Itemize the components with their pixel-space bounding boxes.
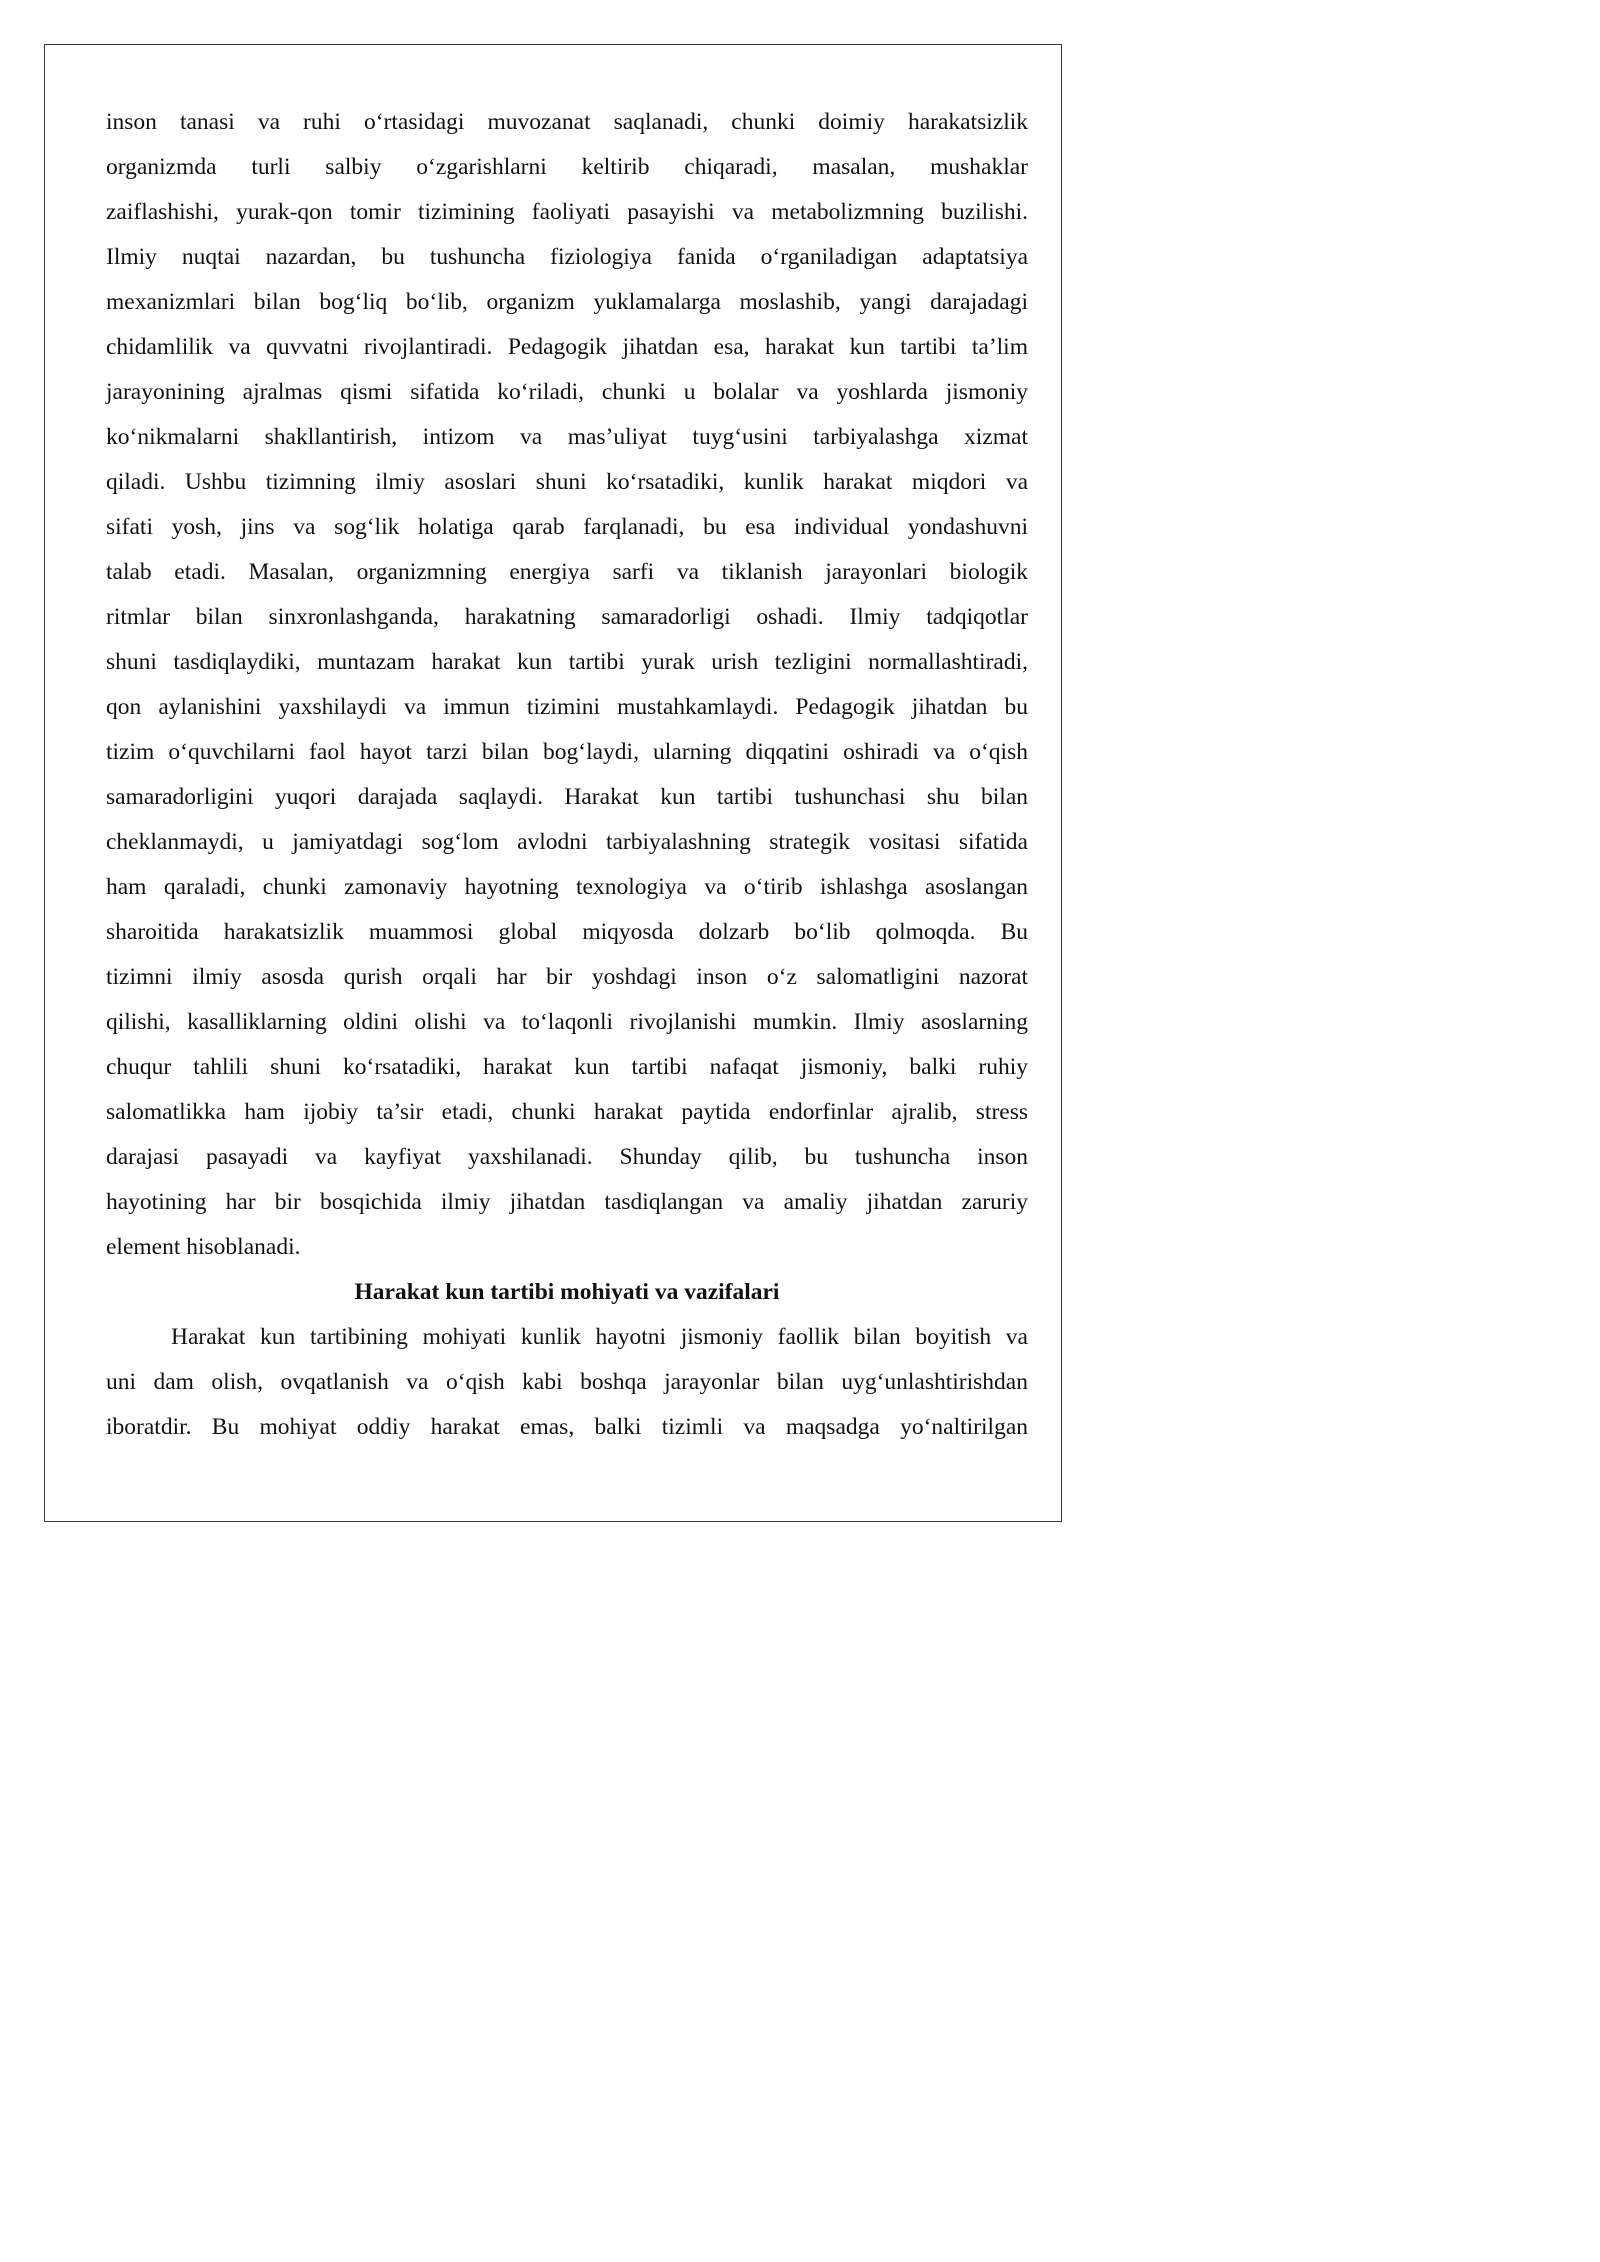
section-heading: Harakat kun tartibi mohiyati va vazifalari	[354, 1279, 780, 1305]
text-line: qon aylanishini yaxshilaydi va immun tizimini mustahkamlaydi. Pedagogik jihatdan bu	[106, 694, 1028, 720]
text-line: sifati yosh, jins va sog‘lik holatiga qarab farqlanadi, bu esa individual yondashuvni	[106, 514, 1028, 540]
text-line: Ilmiy nuqtai nazardan, bu tushuncha fiziologiya fanida o‘rganiladigan adaptatsiya	[106, 244, 1028, 270]
paragraph-2	[106, 1315, 1028, 1450]
text-line: qilishi, kasalliklarning oldini olishi va to‘laqonli rivojlanishi mumkin. Ilmiy asoslarning	[106, 1009, 1028, 1035]
document-body	[106, 100, 1028, 1450]
text-line: tizim o‘quvchilarni faol hayot tarzi bilan bog‘laydi, ularning diqqatini oshiradi va o‘qish	[106, 739, 1028, 765]
text-line: zaiflashishi, yurak-qon tomir tizimining faoliyati pasayishi va metabolizmning buzilishi.	[106, 199, 1028, 225]
text-line: organizmda turli salbiy o‘zgarishlarni keltirib chiqaradi, masalan, mushaklar	[106, 154, 1028, 180]
text-line: jarayonining ajralmas qismi sifatida ko‘riladi, chunki u bolalar va yoshlarda jismoniy	[106, 379, 1028, 405]
text-line: uni dam olish, ovqatlanish va o‘qish kabi boshqa jarayonlar bilan uyg‘unlashtirishdan	[106, 1369, 1028, 1395]
text-line: qiladi. Ushbu tizimning ilmiy asoslari shuni ko‘rsatadiki, kunlik harakat miqdori va	[106, 469, 1028, 495]
text-line: sharoitida harakatsizlik muammosi global miqyosda dolzarb bo‘lib qolmoqda. Bu	[106, 919, 1028, 945]
paragraph-1	[106, 100, 1028, 1270]
text-line: Harakat kun tartibining mohiyati kunlik hayotni jismoniy faollik bilan boyitish va	[171, 1324, 1028, 1350]
text-line: ham qaraladi, chunki zamonaviy hayotning texnologiya va o‘tirib ishlashga asoslangan	[106, 874, 1028, 900]
text-line: samaradorligini yuqori darajada saqlaydi. Harakat kun tartibi tushunchasi shu bilan	[106, 784, 1028, 810]
text-line: element hisoblanadi.	[106, 1234, 301, 1260]
text-line: talab etadi. Masalan, organizmning energiya sarfi va tiklanish jarayonlari biologik	[106, 559, 1028, 585]
text-line: shuni tasdiqlaydiki, muntazam harakat kun tartibi yurak urish tezligini normallashtiradi,	[106, 649, 1028, 675]
text-line: tizimni ilmiy asosda qurish orqali har bir yoshdagi inson o‘z salomatligini nazorat	[106, 964, 1028, 990]
text-line: salomatlikka ham ijobiy ta’sir etadi, chunki harakat paytida endorfinlar ajralib, stress	[106, 1099, 1028, 1125]
text-line: chidamlilik va quvvatni rivojlantiradi. Pedagogik jihatdan esa, harakat kun tartibi ta’lim	[106, 334, 1028, 360]
text-line: cheklanmaydi, u jamiyatdagi sog‘lom avlodni tarbiyalashning strategik vositasi sifatida	[106, 829, 1028, 855]
text-line: hayotining har bir bosqichida ilmiy jihatdan tasdiqlangan va amaliy jihatdan zaruriy	[106, 1189, 1028, 1215]
text-line: ritmlar bilan sinxronlashganda, harakatning samaradorligi oshadi. Ilmiy tadqiqotlar	[106, 604, 1028, 630]
text-line: darajasi pasayadi va kayfiyat yaxshilanadi. Shunday qilib, bu tushuncha inson	[106, 1144, 1028, 1170]
text-line: mexanizmlari bilan bog‘liq bo‘lib, organizm yuklamalarga moslashib, yangi darajadagi	[106, 289, 1028, 315]
text-line: ko‘nikmalarni shakllantirish, intizom va mas’uliyat tuyg‘usini tarbiyalashga xizmat	[106, 424, 1028, 450]
text-line: iboratdir. Bu mohiyat oddiy harakat emas, balki tizimli va maqsadga yo‘naltirilgan	[106, 1414, 1028, 1440]
text-line: inson tanasi va ruhi o‘rtasidagi muvozanat saqlanadi, chunki doimiy harakatsizlik	[106, 109, 1028, 135]
text-line: chuqur tahlili shuni ko‘rsatadiki, harakat kun tartibi nafaqat jismoniy, balki ruhiy	[106, 1054, 1028, 1080]
